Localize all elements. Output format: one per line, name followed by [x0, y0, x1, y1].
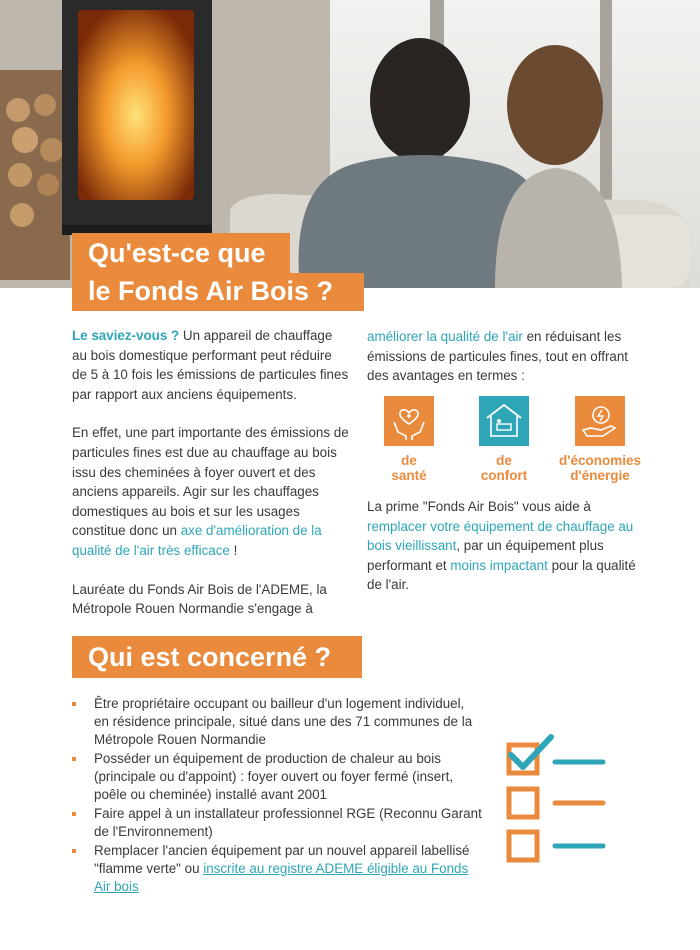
benefit-comfort — [454, 396, 554, 483]
did-you-know-lead: Le saviez-vous ? — [72, 328, 180, 343]
intro-text: Un appareil de chauffage au bois domestique performant peut réduire de 5 à 10 fois les émissions de particules fines par rapport aux anciens équipements. — [72, 328, 349, 402]
benefits-row — [362, 396, 692, 491]
eligibility-list — [72, 695, 482, 897]
energy-savings-hand-icon — [575, 396, 625, 446]
prime-text-end: pour la qualité de l'air. — [367, 557, 636, 593]
ademe-registry-link[interactable]: inscrite au registre ADEME éligible au Fonds Air bois — [94, 861, 469, 894]
intro-paragraph — [72, 326, 350, 404]
benefit-health — [359, 396, 459, 483]
bullet-icon — [72, 757, 76, 761]
section2-title: Qui est concerné ? — [72, 636, 362, 678]
benefit-comfort-line1: de — [496, 453, 512, 468]
hero-title-line2: le Fonds Air Bois ? — [72, 273, 364, 311]
comfort-house-icon — [479, 396, 529, 446]
emissions-end: ! — [229, 542, 238, 558]
list-item: Remplacer l'ancien équipement par un nouvel appareil labellisé "flamme verte" ou inscrite au registre ADEME éligible au Fonds Air bois — [72, 842, 482, 896]
laureate-paragraph: Lauréate du Fonds Air Bois de l'ADEME, la Métropole Rouen Normandie s'engage à — [72, 581, 327, 617]
bullet-icon — [72, 849, 76, 853]
bullet-icon — [72, 702, 76, 706]
list-item: Faire appel à un installateur professionnel RGE (Reconnu Garant de l'Environnement) — [72, 805, 482, 841]
right-column-bottom — [367, 497, 649, 614]
prime-paragraph — [367, 497, 649, 595]
list-item: Être propriétaire occupant ou bailleur d'un logement individuel, en résidence principale, situé dans une des 71 communes de la Métropole Rouen Normandie — [72, 695, 482, 749]
improve-text: en réduisant les émissions de particules fines, tout en offrant des avantages en termes : — [367, 329, 629, 384]
checklist-icon — [497, 733, 612, 868]
emissions-text: En effet, une part importante des émissions de particules fines est due au chauffage au bois issu des cheminées à foyer ouvert et des anciens appareils. Agir sur les chauffages domestiques au bois et sur les usages constitue donc un — [72, 425, 349, 539]
benefit-energy-line2: d'énergie — [570, 468, 630, 483]
improve-highlight: améliorer la qualité de l'air — [367, 329, 523, 344]
prime-text-mid: , par un équipement plus performant et — [367, 538, 604, 573]
benefit-energy — [550, 396, 650, 483]
benefit-energy-line1: d'économies — [559, 453, 641, 468]
efficiency-highlight: axe d'amélioration de la qualité de l'air très efficace — [72, 523, 322, 558]
improve-paragraph — [367, 327, 647, 386]
bullet-icon — [72, 812, 76, 816]
hero-title-line1: Qu'est-ce que — [72, 233, 290, 273]
right-column-top — [367, 327, 647, 405]
health-hands-heart-icon — [384, 396, 434, 446]
benefit-comfort-line2: confort — [480, 468, 528, 483]
less-impact-highlight: moins impactant — [450, 557, 548, 573]
emissions-paragraph — [72, 423, 350, 560]
list-item: Posséder un équipement de production de chaleur au bois (principale ou d'appoint) : foyer ouvert ou foyer fermé (insert, poêle ou cheminée) installé avant 2001 — [72, 750, 482, 804]
left-column — [72, 326, 350, 638]
benefit-health-line1: de — [401, 453, 417, 468]
benefit-health-line2: santé — [391, 468, 427, 483]
replace-highlight: remplacer votre équipement de chauffage au bois vieillissant — [367, 518, 634, 554]
prime-text-start: La prime "Fonds Air Bois" vous aide à — [367, 499, 591, 514]
